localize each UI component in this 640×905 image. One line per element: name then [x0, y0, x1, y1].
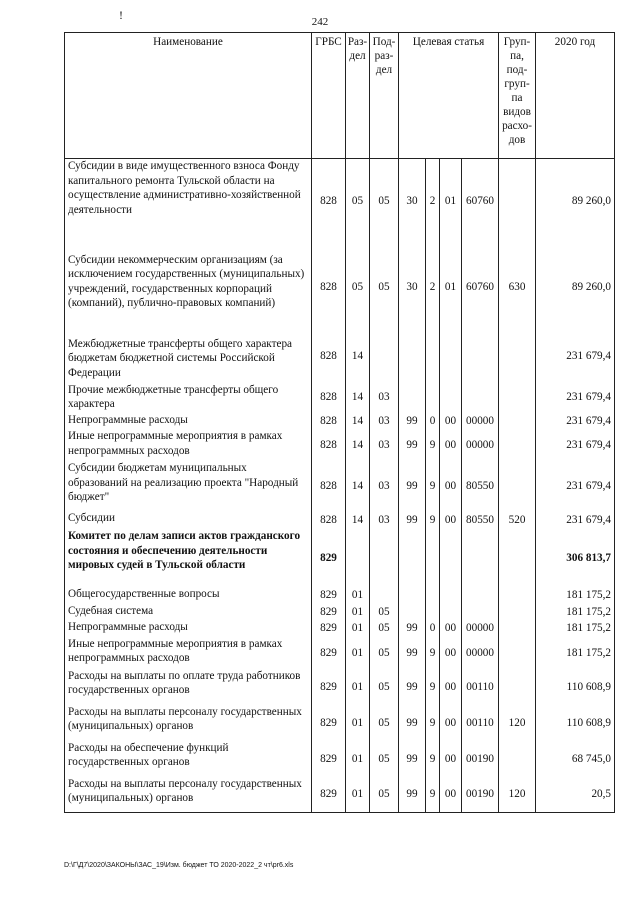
- table-row: [65, 383, 615, 413]
- row-expense-type: [499, 413, 536, 430]
- row-subsection: 05: [370, 637, 399, 669]
- file-path-footer: D:\Г\Д7\2020\ЗАКОНЫ\ЗАС_19\Изм. бюджет ТО 2020-2022_2 чт\pr6.xls: [64, 862, 294, 869]
- row-section: 01: [346, 587, 370, 604]
- row-section: 14: [346, 413, 370, 430]
- row-target-direction: [462, 604, 499, 621]
- row-amount: 89 260,0: [536, 245, 615, 331]
- row-target-direction: 80550: [462, 461, 499, 511]
- page-number: 242: [311, 16, 329, 28]
- row-target-direction: 00000: [462, 620, 499, 637]
- margin-mark: !: [119, 8, 123, 22]
- row-name: Прочие межбюджетные трансферты общего характера: [65, 383, 312, 413]
- row-subsection: 05: [370, 669, 399, 705]
- header-grbs: ГРБС: [312, 33, 346, 159]
- row-target-event: 00: [440, 461, 462, 511]
- row-subsection: 05: [370, 245, 399, 331]
- row-target-direction: 00000: [462, 637, 499, 669]
- row-target-subprogram: 9: [426, 461, 440, 511]
- row-subsection: 05: [370, 604, 399, 621]
- row-target-direction: [462, 529, 499, 587]
- row-expense-type: [499, 620, 536, 637]
- row-target-program: 99: [399, 741, 426, 777]
- row-subsection: 05: [370, 705, 399, 741]
- row-amount: 231 679,4: [536, 413, 615, 430]
- row-grbs: 828: [312, 159, 346, 245]
- row-amount: 181 175,2: [536, 604, 615, 621]
- row-section: 01: [346, 620, 370, 637]
- row-subsection: 05: [370, 741, 399, 777]
- row-section: 14: [346, 331, 370, 383]
- row-target-subprogram: 9: [426, 429, 440, 461]
- row-target-event: [440, 529, 462, 587]
- row-expense-type: [499, 741, 536, 777]
- row-target-event: 00: [440, 429, 462, 461]
- row-subsection: 05: [370, 159, 399, 245]
- row-name: Общегосударственные вопросы: [65, 587, 312, 604]
- row-target-direction: [462, 587, 499, 604]
- row-name: Непрограммные расходы: [65, 413, 312, 430]
- row-expense-type: 520: [499, 511, 536, 529]
- row-target-subprogram: [426, 587, 440, 604]
- row-target-subprogram: 9: [426, 511, 440, 529]
- table-row: [65, 461, 615, 511]
- table-row: [65, 159, 615, 245]
- row-amount: 181 175,2: [536, 637, 615, 669]
- table-row: [65, 529, 615, 587]
- row-subsection: 03: [370, 429, 399, 461]
- row-grbs: 829: [312, 669, 346, 705]
- row-subsection: [370, 529, 399, 587]
- row-target-subprogram: [426, 604, 440, 621]
- row-target-program: [399, 383, 426, 413]
- row-expense-type: [499, 604, 536, 621]
- row-subsection: [370, 587, 399, 604]
- row-target-program: 99: [399, 511, 426, 529]
- row-grbs: 829: [312, 777, 346, 813]
- row-name: Расходы на выплаты персоналу государственных (муниципальных) органов: [65, 705, 312, 741]
- row-target-event: 00: [440, 669, 462, 705]
- row-grbs: 828: [312, 429, 346, 461]
- row-subsection: 03: [370, 383, 399, 413]
- row-target-program: 99: [399, 620, 426, 637]
- row-subsection: 03: [370, 413, 399, 430]
- table-row: [65, 511, 615, 529]
- row-target-program: 99: [399, 413, 426, 430]
- header-target-article: Целевая статья: [399, 33, 499, 159]
- row-subsection: 05: [370, 777, 399, 813]
- row-target-subprogram: 9: [426, 705, 440, 741]
- table-row: [65, 741, 615, 777]
- table-row: [65, 245, 615, 331]
- row-expense-type: [499, 429, 536, 461]
- row-target-direction: 60760: [462, 245, 499, 331]
- row-name: Иные непрограммные мероприятия в рамках непрограммных расходов: [65, 637, 312, 669]
- row-target-direction: [462, 331, 499, 383]
- row-section: 14: [346, 461, 370, 511]
- row-subsection: 03: [370, 461, 399, 511]
- row-target-event: 00: [440, 741, 462, 777]
- row-expense-type: 630: [499, 245, 536, 331]
- row-section: 14: [346, 511, 370, 529]
- row-expense-type: [499, 461, 536, 511]
- row-amount: 231 679,4: [536, 429, 615, 461]
- row-expense-type: [499, 159, 536, 245]
- row-target-subprogram: 0: [426, 620, 440, 637]
- row-expense-type: [499, 383, 536, 413]
- row-grbs: 829: [312, 637, 346, 669]
- row-target-direction: 00000: [462, 413, 499, 430]
- row-section: 05: [346, 159, 370, 245]
- row-section: 01: [346, 777, 370, 813]
- row-section: 14: [346, 383, 370, 413]
- row-section: 01: [346, 741, 370, 777]
- row-target-event: [440, 331, 462, 383]
- row-target-direction: 80550: [462, 511, 499, 529]
- row-target-event: 00: [440, 620, 462, 637]
- row-grbs: 829: [312, 587, 346, 604]
- row-target-event: 00: [440, 413, 462, 430]
- row-grbs: 828: [312, 245, 346, 331]
- row-target-program: 99: [399, 777, 426, 813]
- row-amount: 181 175,2: [536, 620, 615, 637]
- row-target-subprogram: [426, 529, 440, 587]
- row-target-subprogram: 2: [426, 159, 440, 245]
- row-target-direction: 60760: [462, 159, 499, 245]
- row-target-subprogram: 9: [426, 741, 440, 777]
- table-row: [65, 587, 615, 604]
- header-name: Наименование: [65, 33, 312, 159]
- row-amount: 181 175,2: [536, 587, 615, 604]
- row-name: Комитет по делам записи актов гражданского состояния и обеспечению деятельности мировых судей в Тульской области: [65, 529, 312, 587]
- table-row: [65, 669, 615, 705]
- row-grbs: 828: [312, 511, 346, 529]
- row-target-program: 99: [399, 461, 426, 511]
- row-target-subprogram: 2: [426, 245, 440, 331]
- row-target-event: 01: [440, 245, 462, 331]
- row-target-subprogram: [426, 383, 440, 413]
- row-target-direction: 00190: [462, 741, 499, 777]
- row-target-subprogram: 9: [426, 669, 440, 705]
- row-target-event: 00: [440, 777, 462, 813]
- row-expense-type: 120: [499, 705, 536, 741]
- table-row: [65, 331, 615, 383]
- row-subsection: 05: [370, 620, 399, 637]
- row-amount: 306 813,7: [536, 529, 615, 587]
- table-row: [65, 620, 615, 637]
- table-row: [65, 604, 615, 621]
- row-grbs: 829: [312, 604, 346, 621]
- row-name: Расходы на выплаты по оплате труда работников государственных органов: [65, 669, 312, 705]
- row-name: Иные непрограммные мероприятия в рамках непрограммных расходов: [65, 429, 312, 461]
- row-target-event: 00: [440, 511, 462, 529]
- row-section: 14: [346, 429, 370, 461]
- row-amount: 89 260,0: [536, 159, 615, 245]
- row-target-program: 99: [399, 669, 426, 705]
- row-target-subprogram: [426, 331, 440, 383]
- row-target-program: [399, 604, 426, 621]
- row-target-event: [440, 383, 462, 413]
- row-grbs: 829: [312, 620, 346, 637]
- row-name: Межбюджетные трансферты общего характера бюджетам бюджетной системы Российской Федерации: [65, 331, 312, 383]
- row-expense-type: [499, 637, 536, 669]
- row-amount: 231 679,4: [536, 383, 615, 413]
- row-grbs: 829: [312, 705, 346, 741]
- row-section: 01: [346, 669, 370, 705]
- row-amount: 231 679,4: [536, 511, 615, 529]
- row-grbs: 829: [312, 741, 346, 777]
- row-subsection: [370, 331, 399, 383]
- row-amount: 20,5: [536, 777, 615, 813]
- row-grbs: 829: [312, 529, 346, 587]
- row-target-program: [399, 331, 426, 383]
- table-row: [65, 429, 615, 461]
- row-target-event: 01: [440, 159, 462, 245]
- row-target-event: 00: [440, 705, 462, 741]
- row-target-direction: 00110: [462, 669, 499, 705]
- row-grbs: 828: [312, 331, 346, 383]
- header-expense-type: Груп- па, под- груп- па видов расхо- дов: [499, 33, 536, 159]
- row-section: [346, 529, 370, 587]
- row-amount: 68 745,0: [536, 741, 615, 777]
- row-name: Судебная система: [65, 604, 312, 621]
- row-target-program: [399, 529, 426, 587]
- row-section: 01: [346, 637, 370, 669]
- row-amount: 110 608,9: [536, 669, 615, 705]
- row-name: Субсидии некоммерческим организациям (за исключением государственных (муниципальных) учреждений, государственных корпораций (компаний), публично-правовых компаний): [65, 245, 312, 331]
- row-target-subprogram: 0: [426, 413, 440, 430]
- header-razdel: Раз- дел: [346, 33, 370, 159]
- row-section: 01: [346, 705, 370, 741]
- row-target-program: 99: [399, 429, 426, 461]
- table-row: [65, 705, 615, 741]
- row-name: Субсидии в виде имущественного взноса Фонду капитального ремонта Тульской области на осуществление административно-хозяйственной деятельности: [65, 159, 312, 245]
- row-amount: 231 679,4: [536, 331, 615, 383]
- header-year-2020: 2020 год: [536, 33, 615, 159]
- row-grbs: 828: [312, 413, 346, 430]
- row-target-subprogram: 9: [426, 777, 440, 813]
- row-name: Субсидии: [65, 511, 312, 529]
- row-target-event: [440, 604, 462, 621]
- table-row: [65, 777, 615, 813]
- row-expense-type: [499, 529, 536, 587]
- row-target-program: 99: [399, 637, 426, 669]
- row-target-direction: 00110: [462, 705, 499, 741]
- row-name: Расходы на выплаты персоналу государственных (муниципальных) органов: [65, 777, 312, 813]
- row-target-direction: 00190: [462, 777, 499, 813]
- row-amount: 231 679,4: [536, 461, 615, 511]
- row-target-subprogram: 9: [426, 637, 440, 669]
- row-expense-type: 120: [499, 777, 536, 813]
- row-target-program: [399, 587, 426, 604]
- row-name: Расходы на обеспечение функций государственных органов: [65, 741, 312, 777]
- row-target-program: 30: [399, 245, 426, 331]
- row-section: 05: [346, 245, 370, 331]
- row-subsection: 03: [370, 511, 399, 529]
- row-target-direction: 00000: [462, 429, 499, 461]
- row-target-direction: [462, 383, 499, 413]
- row-target-program: 99: [399, 705, 426, 741]
- table-header-row: [65, 33, 615, 159]
- row-target-event: 00: [440, 637, 462, 669]
- row-expense-type: [499, 587, 536, 604]
- table-row: [65, 413, 615, 430]
- row-target-event: [440, 587, 462, 604]
- row-name: Субсидии бюджетам муниципальных образований на реализацию проекта "Народный бюджет": [65, 461, 312, 511]
- table-row: [65, 637, 615, 669]
- row-name: Непрограммные расходы: [65, 620, 312, 637]
- budget-table: [64, 32, 615, 813]
- row-target-program: 30: [399, 159, 426, 245]
- header-podrazdel: Под- раз- дел: [370, 33, 399, 159]
- row-grbs: 828: [312, 383, 346, 413]
- row-grbs: 828: [312, 461, 346, 511]
- row-amount: 110 608,9: [536, 705, 615, 741]
- row-expense-type: [499, 331, 536, 383]
- row-expense-type: [499, 669, 536, 705]
- row-section: 01: [346, 604, 370, 621]
